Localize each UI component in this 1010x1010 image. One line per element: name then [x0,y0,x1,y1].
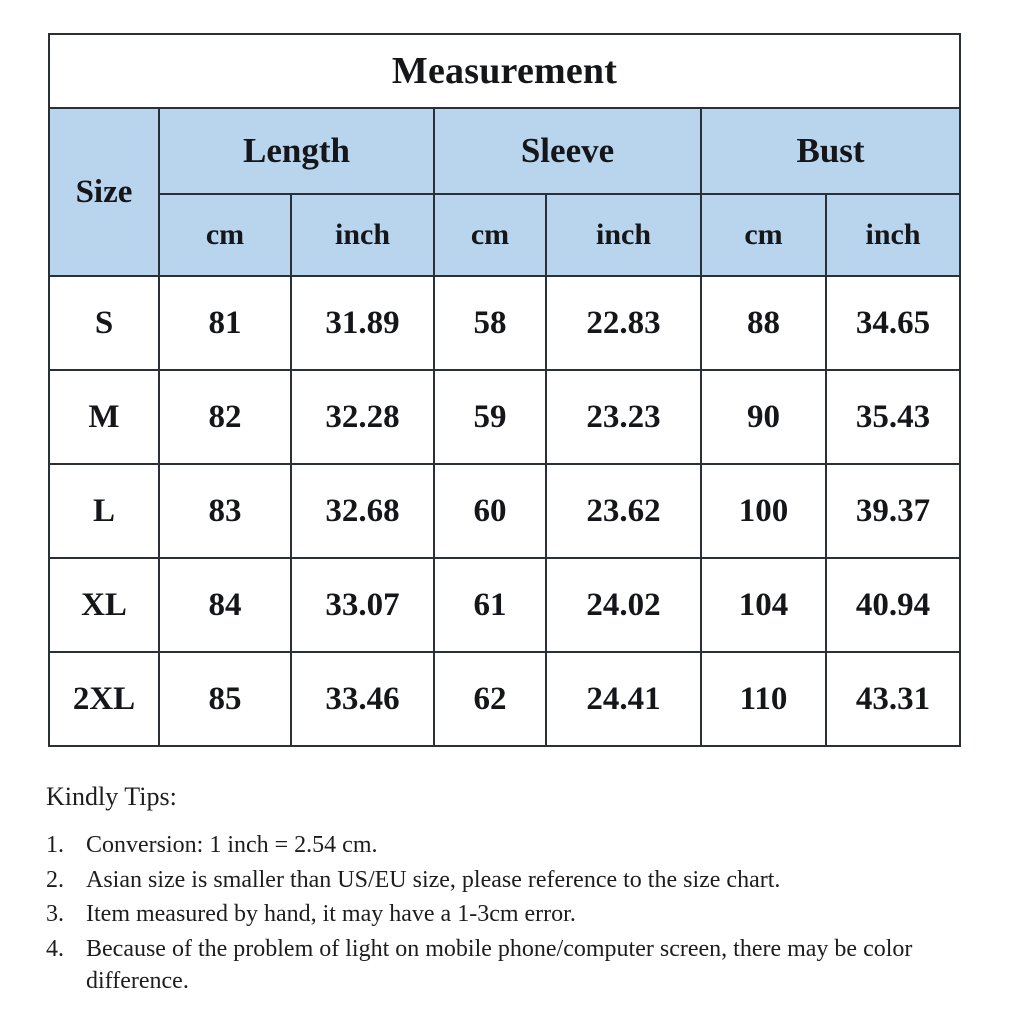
cell-sleeve-cm: 60 [434,464,546,558]
tip-number: 4. [46,936,64,963]
cell-sleeve-cm: 58 [434,276,546,370]
cell-sleeve-cm: 61 [434,558,546,652]
measurement-table [48,33,961,747]
table-row [49,464,960,558]
column-group-length: Length [159,108,434,194]
table-title-row [49,34,960,108]
cell-length-inch: 31.89 [291,276,434,370]
table-unit-header-row [49,194,960,276]
column-header-length-cm: cm [159,194,291,276]
tips-list [46,830,976,999]
tip-number: 2. [46,866,64,893]
table-row [49,370,960,464]
cell-size: 2XL [49,652,159,746]
column-header-bust-cm: cm [701,194,826,276]
cell-sleeve-inch: 24.41 [546,652,701,746]
column-header-bust-inch: inch [826,194,960,276]
cell-bust-cm: 100 [701,464,826,558]
tip-text: Asian size is smaller than US/EU size, please reference to the size chart. [86,866,781,893]
tip-item [46,934,976,998]
cell-length-inch: 32.68 [291,464,434,558]
tip-number: 3. [46,901,64,928]
cell-bust-cm: 104 [701,558,826,652]
kindly-tips-section [46,783,976,1001]
table-row [49,558,960,652]
cell-sleeve-cm: 59 [434,370,546,464]
column-group-bust: Bust [701,108,960,194]
tip-item [46,830,976,862]
column-header-length-inch: inch [291,194,434,276]
cell-sleeve-inch: 22.83 [546,276,701,370]
cell-sleeve-inch: 24.02 [546,558,701,652]
table-row [49,652,960,746]
column-header-sleeve-inch: inch [546,194,701,276]
cell-length-cm: 81 [159,276,291,370]
tip-text: Item measured by hand, it may have a 1-3cm error. [86,901,576,928]
cell-bust-cm: 88 [701,276,826,370]
cell-size: L [49,464,159,558]
cell-length-inch: 33.46 [291,652,434,746]
tip-number: 1. [46,831,64,858]
cell-length-cm: 82 [159,370,291,464]
cell-bust-inch: 34.65 [826,276,960,370]
tip-item [46,865,976,897]
cell-sleeve-inch: 23.62 [546,464,701,558]
tip-item [46,899,976,931]
tips-heading: Kindly Tips: [46,782,177,811]
column-header-sleeve-cm: cm [434,194,546,276]
cell-size: XL [49,558,159,652]
cell-bust-inch: 40.94 [826,558,960,652]
cell-bust-inch: 43.31 [826,652,960,746]
column-header-size: Size [49,108,159,276]
cell-bust-cm: 110 [701,652,826,746]
cell-sleeve-inch: 23.23 [546,370,701,464]
cell-bust-inch: 39.37 [826,464,960,558]
column-group-sleeve: Sleeve [434,108,701,194]
cell-size: S [49,276,159,370]
cell-bust-cm: 90 [701,370,826,464]
cell-bust-inch: 35.43 [826,370,960,464]
tip-text: Conversion: 1 inch = 2.54 cm. [86,831,378,858]
cell-length-cm: 84 [159,558,291,652]
cell-length-cm: 83 [159,464,291,558]
table-row [49,276,960,370]
cell-size: M [49,370,159,464]
cell-length-inch: 32.28 [291,370,434,464]
cell-length-cm: 85 [159,652,291,746]
tip-text: Because of the problem of light on mobile phone/computer screen, there may be color difference. [86,936,913,995]
table-group-header-row [49,108,960,194]
cell-sleeve-cm: 62 [434,652,546,746]
cell-length-inch: 33.07 [291,558,434,652]
table-title: Measurement [49,34,960,108]
